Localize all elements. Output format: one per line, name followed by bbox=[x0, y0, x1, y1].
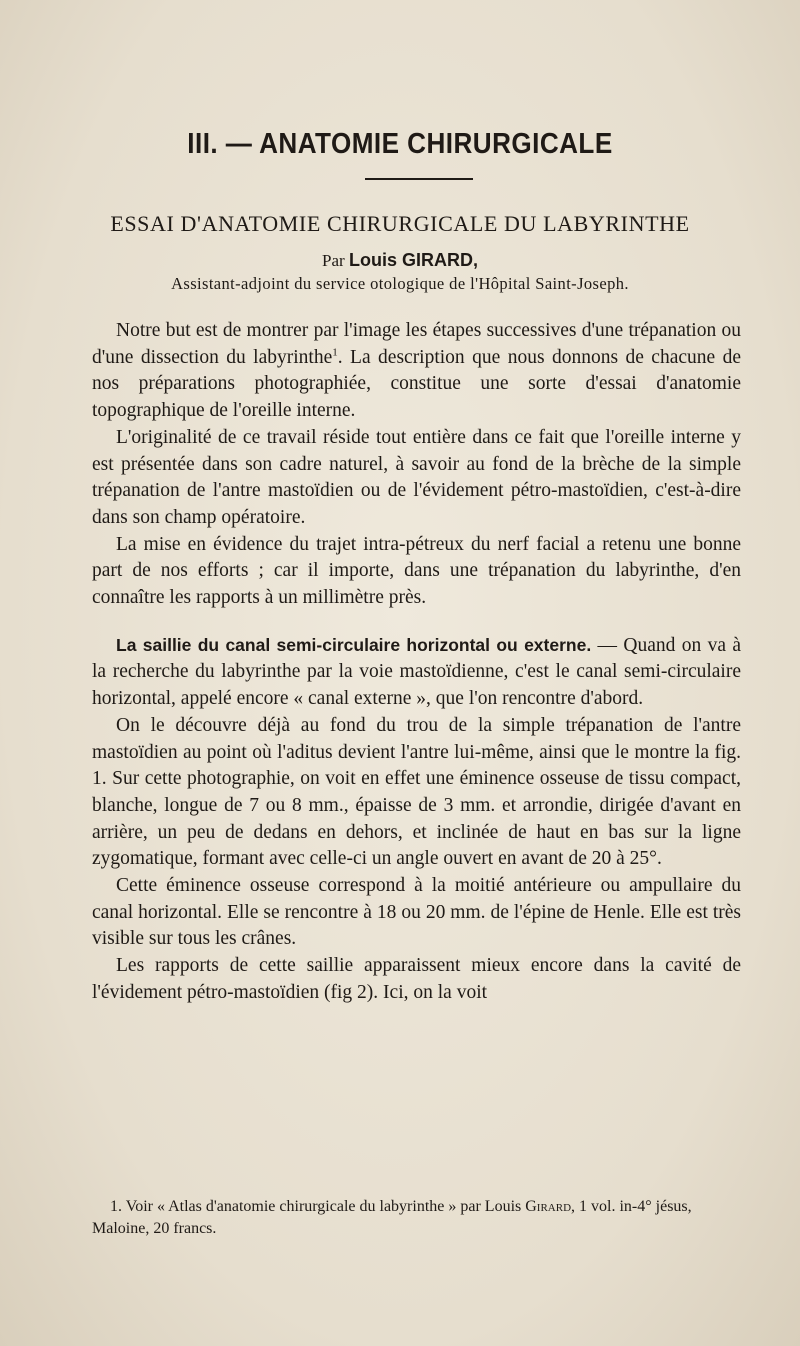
article-title: ESSAI D'ANATOMIE CHIRURGICALE DU LABYRINTHE bbox=[110, 211, 690, 236]
footnote-1 bbox=[92, 1196, 741, 1240]
footnote-author: Girard bbox=[525, 1198, 572, 1215]
paragraph-4 bbox=[92, 632, 741, 713]
paragraph-1 bbox=[92, 318, 741, 425]
footnote-text-continued: , 1 vol. in-4° jésus, Maloine, 20 francs. bbox=[92, 1198, 692, 1237]
paragraph-6: Cette éminence osseuse correspond à la moitié antérieure ou ampullaire du canal horizontal. Elle se rencontre à 18 ou 20 mm. de l'épine de Henle. Elle est très visible sur tous les crânes. bbox=[92, 875, 741, 950]
paragraph-3: La mise en évidence du trajet intra-pétreux du nerf facial a retenu une bonne part de nos efforts ; car il importe, dans une trépanation du labyrinthe, d'en connaître les rapports à un millimètre près. bbox=[92, 533, 741, 609]
byline bbox=[0, 250, 800, 271]
author-affiliation: Assistant-adjoint du service otologique de l'Hôpital Saint-Joseph. bbox=[171, 274, 629, 293]
footnote-text: 1. Voir « Atlas d'anatomie chirurgicale du labyrinthe » par Louis bbox=[110, 1198, 526, 1215]
author-name: Louis GIRARD, bbox=[348, 250, 478, 270]
paragraph-1-text-continued: . La description que nous donnons de chacune de nos préparations photographiée, constitue une sorte d'essai d'anatomie topographique de l'oreille interne. bbox=[92, 346, 741, 422]
paragraph-7: Les rapports de cette saillie apparaissent mieux encore dans la cavité de l'évidement pétro-mastoïdien (fig 2). Ici, on la voit bbox=[92, 955, 741, 1003]
article-body bbox=[92, 318, 741, 1007]
paragraph-2: L'originalité de ce travail réside tout entière dans ce fait que l'oreille interne y est présentée dans son cadre naturel, à savoir au fond de la brèche de la simple trépanation de l'antre mastoïdien ou de l'évidement pétro-mastoïdien, c'est-à-dire dans son champ opératoire. bbox=[92, 426, 741, 528]
paragraph-4-text: — Quand on va à la recherche du labyrinthe par la voie mastoïdienne, c'est le canal semi-circulaire horizontal, appelé encore « canal externe », que l'on rencontre d'abord. bbox=[92, 634, 741, 710]
paragraph-1-text: Notre but est de montrer par l'image les étapes successives d'une trépanation ou d'une dissection du labyrinthe bbox=[92, 320, 741, 368]
footnote-marker: 1 bbox=[332, 346, 338, 359]
paragraph-5: On le découvre déjà au fond du trou de la simple trépanation de l'antre mastoïdien au point où l'aditus devient l'antre lui-même, ainsi que le montre la fig. 1. Sur cette photographie, on voit en effet une éminence osseuse de tissu compact, blanche, longue de 7 ou 8 mm., épaisse de 3 mm. et arrondie, dirigée d'avant en arrière, un peu de dedans en dehors, et inclinée de haut en bas sur la ligne zygomatique, formant avec celle-ci un angle ouvert en avant de 20 à 25°. bbox=[92, 714, 741, 870]
section-heading: III. — ANATOMIE CHIRURGICALE bbox=[187, 128, 613, 160]
byline-prefix: Par bbox=[322, 251, 345, 270]
heading-divider bbox=[365, 178, 473, 180]
footnote bbox=[92, 1196, 741, 1240]
subsection-heading: La saillie du canal semi-circulaire horizontal ou externe. bbox=[116, 634, 592, 655]
